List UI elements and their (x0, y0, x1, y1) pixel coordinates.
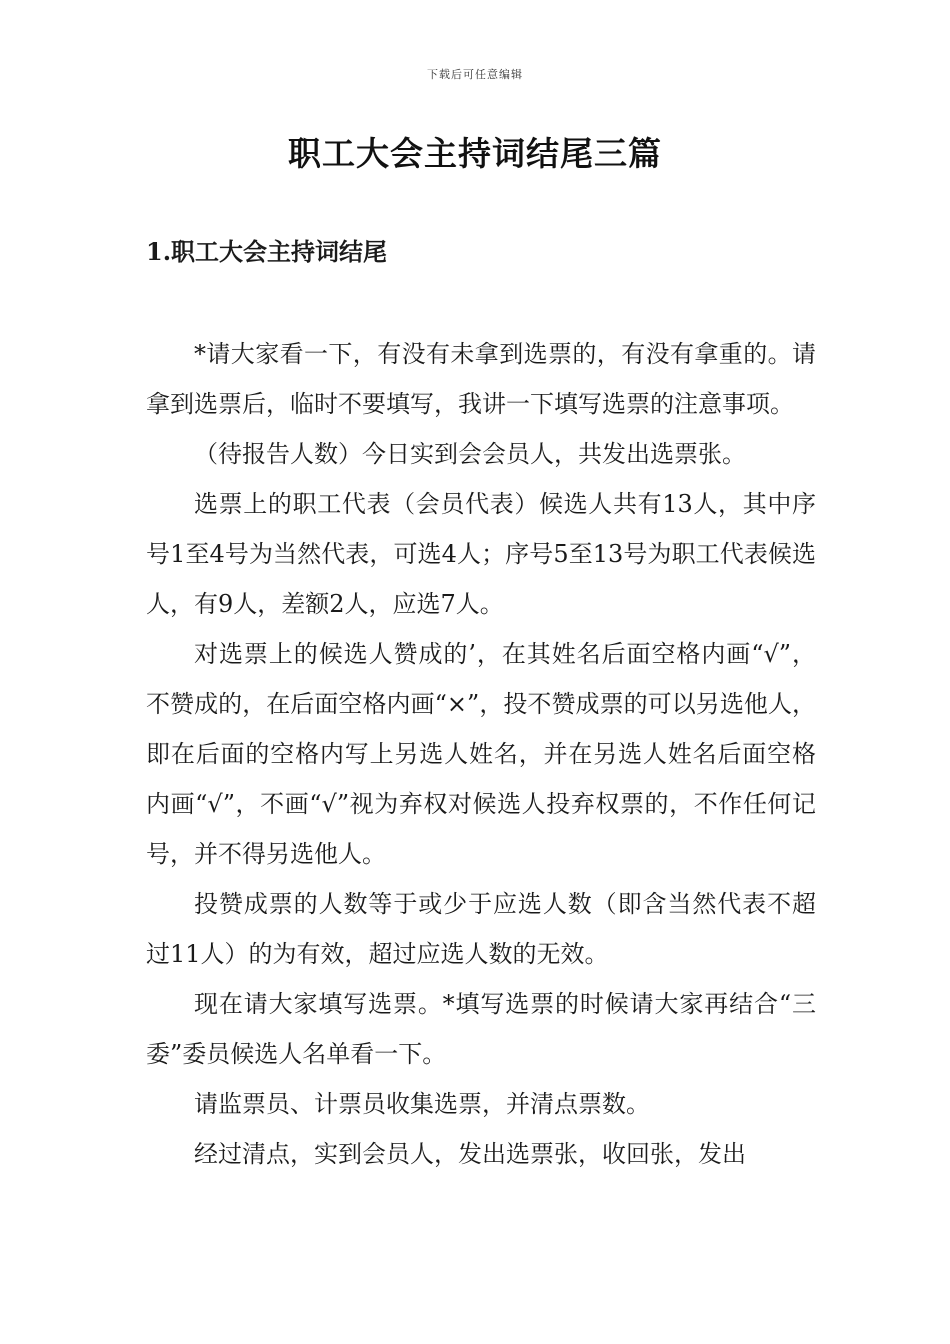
paragraph: 请监票员、计票员收集选票，并清点票数。 (194, 1090, 650, 1118)
paragraph: 选票上的职工代表（会员代表）候选人共有13人，其中序号1至4号为当然代表，可选4人；序号5至13号为职工代表候选人，有9人，差额2人，应选7人。 (146, 490, 816, 618)
section-heading: 1.职工大会主持词结尾 (146, 237, 388, 266)
paragraph: 经过清点，实到会员人，发出选票张，收回张，发出 (194, 1140, 746, 1168)
header-note: 下载后可任意编辑 (427, 68, 523, 81)
paragraph: *请大家看一下，有没有未拿到选票的，有没有拿重的。请拿到选票后，临时不要填写，我讲一下填写选票的注意事项。 (146, 340, 816, 418)
paragraph: （待报告人数）今日实到会会员人，共发出选票张。 (194, 440, 746, 468)
paragraph: 现在请大家填写选票。*填写选票的时候请大家再结合“三委”委员候选人名单看一下。 (146, 990, 816, 1068)
document-title: 职工大会主持词结尾三篇 (288, 134, 662, 173)
paragraph: 投赞成票的人数等于或少于应选人数（即含当然代表不超过11人）的为有效，超过应选人数的无效。 (146, 890, 816, 968)
document-body (146, 329, 816, 1179)
paragraph: 对选票上的候选人赞成的’，在其姓名后面空格内画“√”，不赞成的，在后面空格内画“×”，投不赞成票的可以另选他人，即在后面的空格内写上另选人姓名，并在另选人姓名后面空格内画“√”，不画“√”视为弃权对候选人投弃权票的，不作任何记号，并不得另选他人。 (146, 640, 816, 868)
